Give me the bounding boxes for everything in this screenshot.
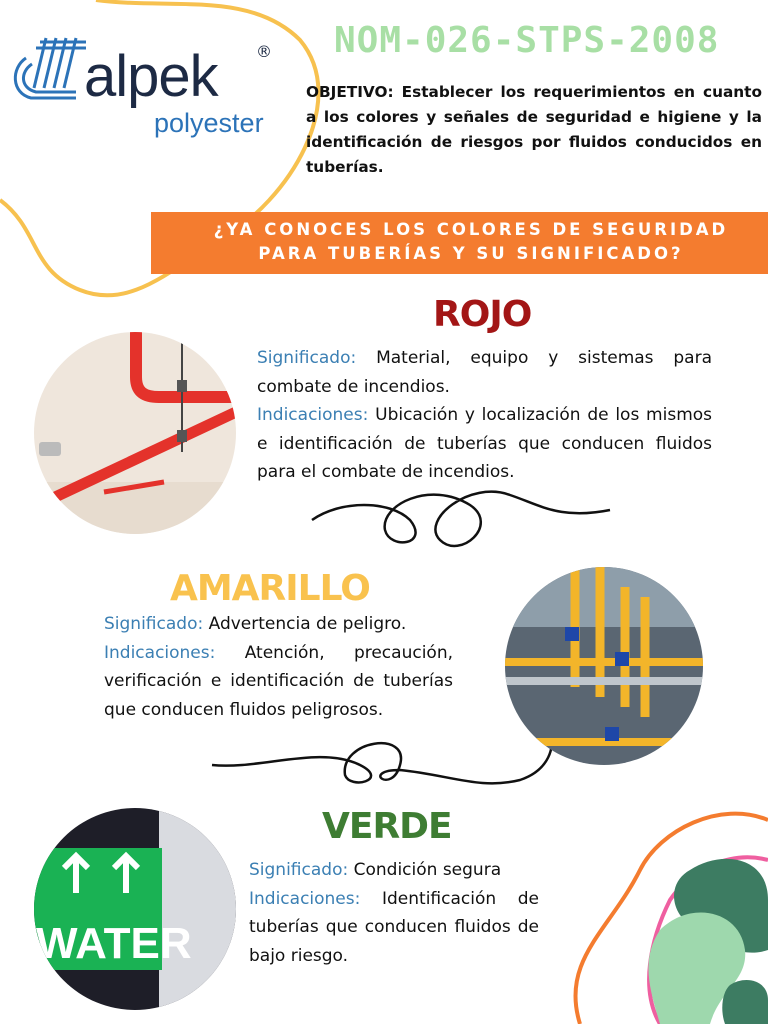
verde-significado-label: Significado:: [249, 860, 349, 880]
amarillo-description: [104, 610, 453, 724]
rojo-description: [257, 344, 712, 487]
objetivo-label: OBJETIVO:: [306, 83, 394, 101]
alpek-mark-icon: [6, 28, 86, 118]
objetivo-text: Establecer los requerimientos en cuanto a los colores y señales de seguridad e higiene y la identificación de riesgos por fluidos conducidos en tuberías.: [306, 83, 762, 176]
banner-text: [151, 218, 768, 266]
amarillo-indicaciones-text: Atención, precaución, verificación e identificación de tuberías que conducen fluidos peligrosos.: [104, 642, 453, 720]
registered-mark: ®: [256, 42, 272, 61]
alpek-logo: [6, 28, 276, 148]
banner-line-1: ¿YA CONOCES LOS COLORES DE SEGURIDAD: [213, 220, 729, 239]
water-label-text: WATER: [36, 919, 192, 968]
rojo-significado-text: Material, equipo y sistemas para combate de incendios.: [257, 348, 713, 397]
logo-subtitle: polyester: [154, 108, 264, 138]
amarillo-indicaciones-label: Indicaciones:: [104, 642, 216, 663]
logo-wordmark: alpek: [84, 44, 218, 109]
question-banner: [151, 212, 768, 274]
yellow-pipes-photo: [505, 567, 703, 765]
dark-green-blob-2: [722, 980, 768, 1024]
rojo-heading: ROJO: [433, 294, 532, 335]
amarillo-significado-label: Significado:: [104, 614, 204, 634]
squiggle-line-1: [312, 492, 610, 546]
banner-line-2: PARA TUBERÍAS Y SU SIGNIFICADO?: [258, 244, 684, 263]
rojo-significado-label: Significado:: [257, 348, 357, 368]
verde-heading: VERDE: [322, 806, 452, 847]
rojo-indicaciones-text: Ubicación y localización de los mismos e identificación de tuberías que conducen fluidos para el combate de incendios.: [257, 405, 713, 482]
verde-indicaciones-label: Indicaciones:: [249, 888, 361, 909]
rojo-indicaciones-label: Indicaciones:: [257, 405, 369, 425]
verde-description: [249, 856, 539, 970]
page-title: NOM-026-STPS-2008: [334, 20, 720, 61]
amarillo-heading: AMARILLO: [170, 568, 370, 609]
amarillo-significado-text: Advertencia de peligro.: [208, 614, 407, 634]
squiggle-line-2: [212, 735, 552, 783]
objetivo-paragraph: [306, 80, 762, 180]
verde-indicaciones-text: Identificación de tuberías que conducen fluidos de bajo riesgo.: [249, 888, 539, 966]
red-pipes-photo: [34, 332, 236, 534]
verde-significado-text: Condición segura: [353, 860, 502, 880]
water-pipe-photo: [34, 808, 236, 1010]
